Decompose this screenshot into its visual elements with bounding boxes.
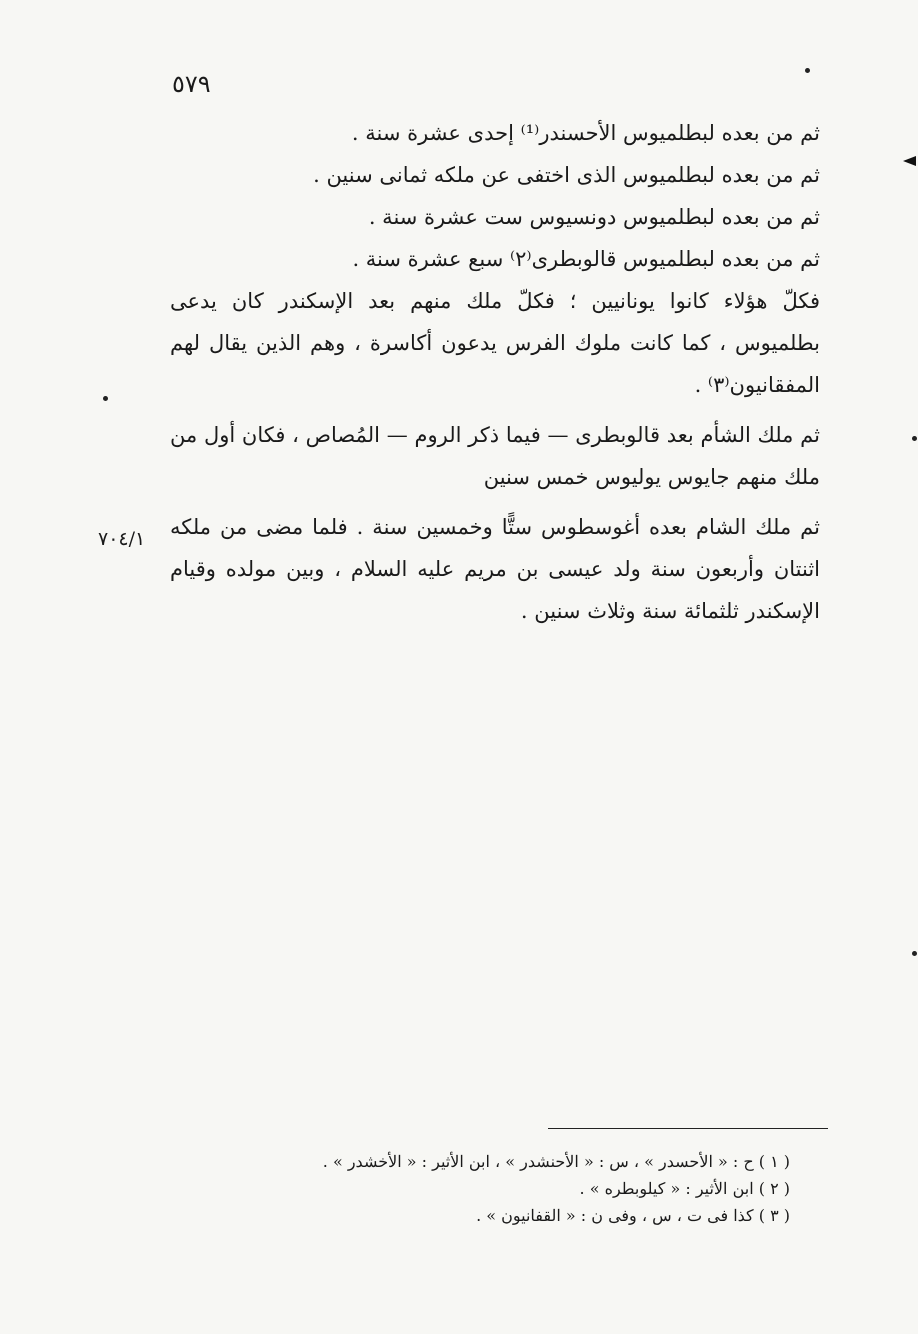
page-number: ٥٧٩ (172, 70, 211, 98)
margin-reference: ٧٠٤/١ (98, 528, 146, 550)
edge-dot-mark (912, 951, 917, 956)
text-line-10: ثم ملك الشام بعده أغوسطوس ستًّا وخمسين سنة . فلما مضى من ملكه (170, 515, 820, 539)
footnotes (180, 1148, 790, 1229)
speck-mark (103, 396, 108, 401)
text-line-11: اثنتان وأربعون سنة ولد عيسى بن مريم عليه السلام ، وبين مولده وقيام (170, 557, 820, 581)
text-line-3: ثم من بعده لبطلميوس دونسيوس ست عشرة سنة . (368, 205, 820, 229)
text-line-7: المفقانيون⁽٣⁾ . (694, 373, 820, 397)
main-text (170, 112, 820, 632)
text-line-8: ثم ملك الشأم بعد قالوبطرى — فيما ذكر الروم — المُصاص ، فكان أول من (170, 423, 820, 447)
text-line-6: بطلميوس ، كما كانت ملوك الفرس يدعون أكاسرة ، وهم الذين يقال لهم (170, 331, 820, 355)
edge-dot-mark (912, 436, 917, 441)
text-line-12: الإسكندر ثلثمائة سنة وثلاث سنين . (520, 599, 820, 623)
text-line-5: فكلّ هؤلاء كانوا يونانيين ؛ فكلّ ملك منهم بعد الإسكندر كان يدعى (170, 289, 820, 313)
text-line-2: ثم من بعده لبطلميوس الذى اختفى عن ملكه ثمانى سنين . (313, 163, 820, 187)
footnote-divider (548, 1128, 828, 1129)
footnote-2: ( ٢ ) ابن الأثير : « كيلوبطره » . (579, 1179, 790, 1198)
text-line-4: ثم من بعده لبطلميوس قالوبطرى⁽٢⁾ سبع عشرة سنة . (352, 247, 820, 271)
paragraph-gap (170, 406, 820, 414)
paragraph-gap (170, 498, 820, 506)
text-line-1: ثم من بعده لبطلميوس الأحسندر⁽¹⁾ إحدى عشرة سنة . (351, 121, 820, 145)
speck-mark (805, 68, 810, 73)
text-line-9: ملك منهم جايوس يوليوس خمس سنين (483, 465, 820, 489)
edge-arrow-icon (903, 156, 916, 166)
footnote-1: ( ١ ) ح : « الأحسدر » ، س : « الأحنشدر » ، ابن الأثير : « الأخشدر » . (322, 1152, 790, 1171)
footnote-3: ( ٣ ) كذا فى ت ، س ، وفى ن : « القفانيون » . (476, 1206, 790, 1225)
